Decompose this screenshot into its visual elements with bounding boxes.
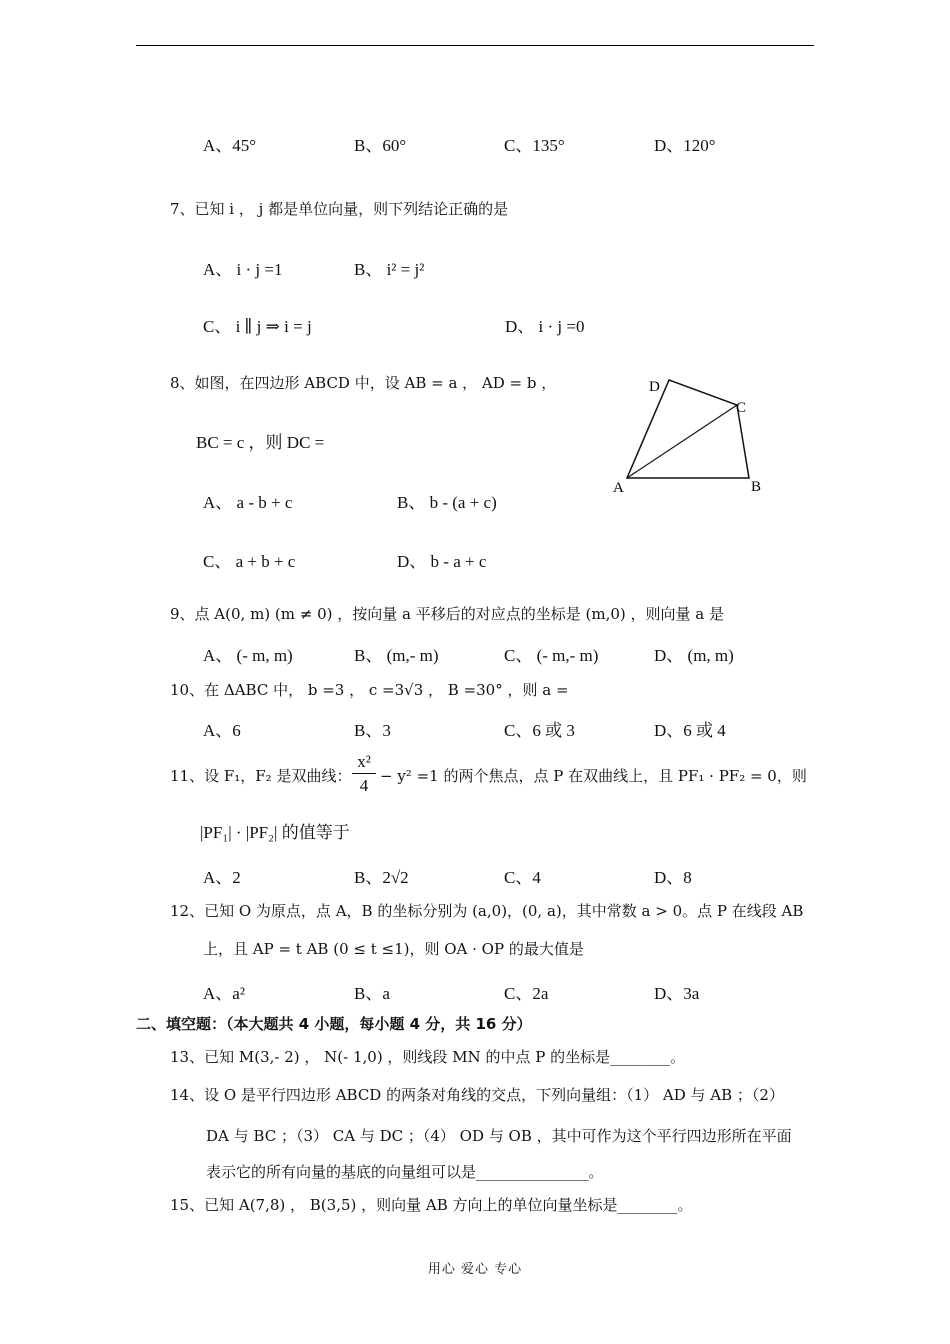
q11-stem-part1: 11、设 F₁，F₂ 是双曲线： <box>170 767 352 785</box>
q7-option-b: B、 i² = j² <box>354 260 425 279</box>
q14-line1: 14、设 O 是平行四边形 ABCD 的两条对角线的交点，下列向量组：（1） AD 与 AB ；（2） <box>170 1086 784 1104</box>
q8-option-d: D、 b - a + c <box>397 552 487 571</box>
page-footer: 用心 爱心 专心 <box>427 1262 523 1277</box>
q9-option-c: C、 (- m,- m) <box>504 646 599 665</box>
q14-line2: DA 与 BC ；（3） CA 与 DC ；（4） OD 与 OB ，其中可作为这个平行四边形所在平面 <box>206 1127 792 1145</box>
q6-option-a: A、45° <box>203 136 257 155</box>
q6-option-b: B、60° <box>354 136 407 155</box>
diagonal-ac <box>627 405 737 478</box>
vertex-label-a: A <box>613 480 624 496</box>
q7-option-d: D、 i · j =0 <box>505 317 585 336</box>
q7-option-a: A、 i · j =1 <box>203 260 283 279</box>
header-rule <box>136 45 814 46</box>
q6-option-c: C、135° <box>504 136 565 155</box>
q12-option-b: B、a <box>354 984 390 1003</box>
q10-option-b: B、3 <box>354 721 391 740</box>
q7-stem: 7、已知 i ， j 都是单位向量，则下列结论正确的是 <box>170 200 509 218</box>
quadrilateral-figure <box>600 365 780 500</box>
q9-option-b: B、 (m,- m) <box>354 646 439 665</box>
q9-option-d: D、 (m, m) <box>654 646 734 665</box>
q10-stem: 10、在 ΔABC 中， b =3 ， c =3√3 ， B =30° ，则 a = <box>170 681 569 699</box>
q11-stem-line2: |PF₁| · |PF₂| 的值等于 <box>200 823 350 842</box>
q12-option-d: D、3a <box>654 984 700 1003</box>
q11-stem-part2: − y² =1 的两个焦点，点 P 在双曲线上，且 PF₁ · PF₂ = 0，则 <box>380 767 807 785</box>
q14-line3: 表示它的所有向量的基底的向量组可以是_______________。 <box>206 1163 604 1181</box>
q12-option-c: C、2a <box>504 984 549 1003</box>
q8-stem-line1: 8、如图，在四边形 ABCD 中，设 AB = a ， AD = b ， <box>170 374 557 392</box>
quadrilateral-abcd <box>627 380 749 478</box>
q11-option-b: B、2√2 <box>354 868 409 887</box>
q11-fraction-bar <box>352 773 376 774</box>
q11-option-d: D、8 <box>654 868 692 887</box>
q12-stem-line1: 12、已知 O 为原点，点 A，B 的坐标分别为 (a,0)，(0, a)，其中常数 a > 0。点 P 在线段 AB <box>170 902 804 920</box>
q6-option-d: D、120° <box>654 136 716 155</box>
q11-option-a: A、2 <box>203 868 241 887</box>
section-two-heading: 二、填空题：（本大题共 4 小题，每小题 4 分，共 16 分） <box>136 1015 532 1033</box>
q10-option-c: C、6 或 3 <box>504 721 575 740</box>
vertex-label-b: B <box>751 479 762 495</box>
q12-stem-line2: 上，且 AP = t AB (0 ≤ t ≤1)，则 OA · OP 的最大值是 <box>203 940 584 958</box>
q11-option-c: C、4 <box>504 868 541 887</box>
q9-stem: 9、点 A(0, m) (m ≠ 0) ，按向量 a 平移后的对应点的坐标是 (m,0) ，则向量 a 是 <box>170 605 724 623</box>
q8-stem-line2: BC = c ，则 DC = <box>196 433 325 452</box>
q10-option-a: A、6 <box>203 721 241 740</box>
vertex-label-d: D <box>649 379 660 395</box>
q7-option-c: C、 i ∥ j ⇒ i = j <box>203 317 312 336</box>
q11-fraction-denominator: 4 <box>359 776 369 795</box>
q15-text: 15、已知 A(7,8) ， B(3,5) ，则向量 AB 方向上的单位向量坐标是________。 <box>170 1196 693 1214</box>
q8-option-c: C、 a + b + c <box>203 552 296 571</box>
q8-option-a: A、 a - b + c <box>203 493 293 512</box>
q13-text: 13、已知 M(3,- 2) ， N(- 1,0) ，则线段 MN 的中点 P 的坐标是________。 <box>170 1048 686 1066</box>
q11-fraction-numerator: x² <box>357 752 371 771</box>
q12-option-a: A、a² <box>203 984 245 1003</box>
vertex-label-c: C <box>736 400 747 416</box>
q10-option-d: D、6 或 4 <box>654 721 726 740</box>
q9-option-a: A、 (- m, m) <box>203 646 293 665</box>
q8-option-b: B、 b - (a + c) <box>397 493 497 512</box>
